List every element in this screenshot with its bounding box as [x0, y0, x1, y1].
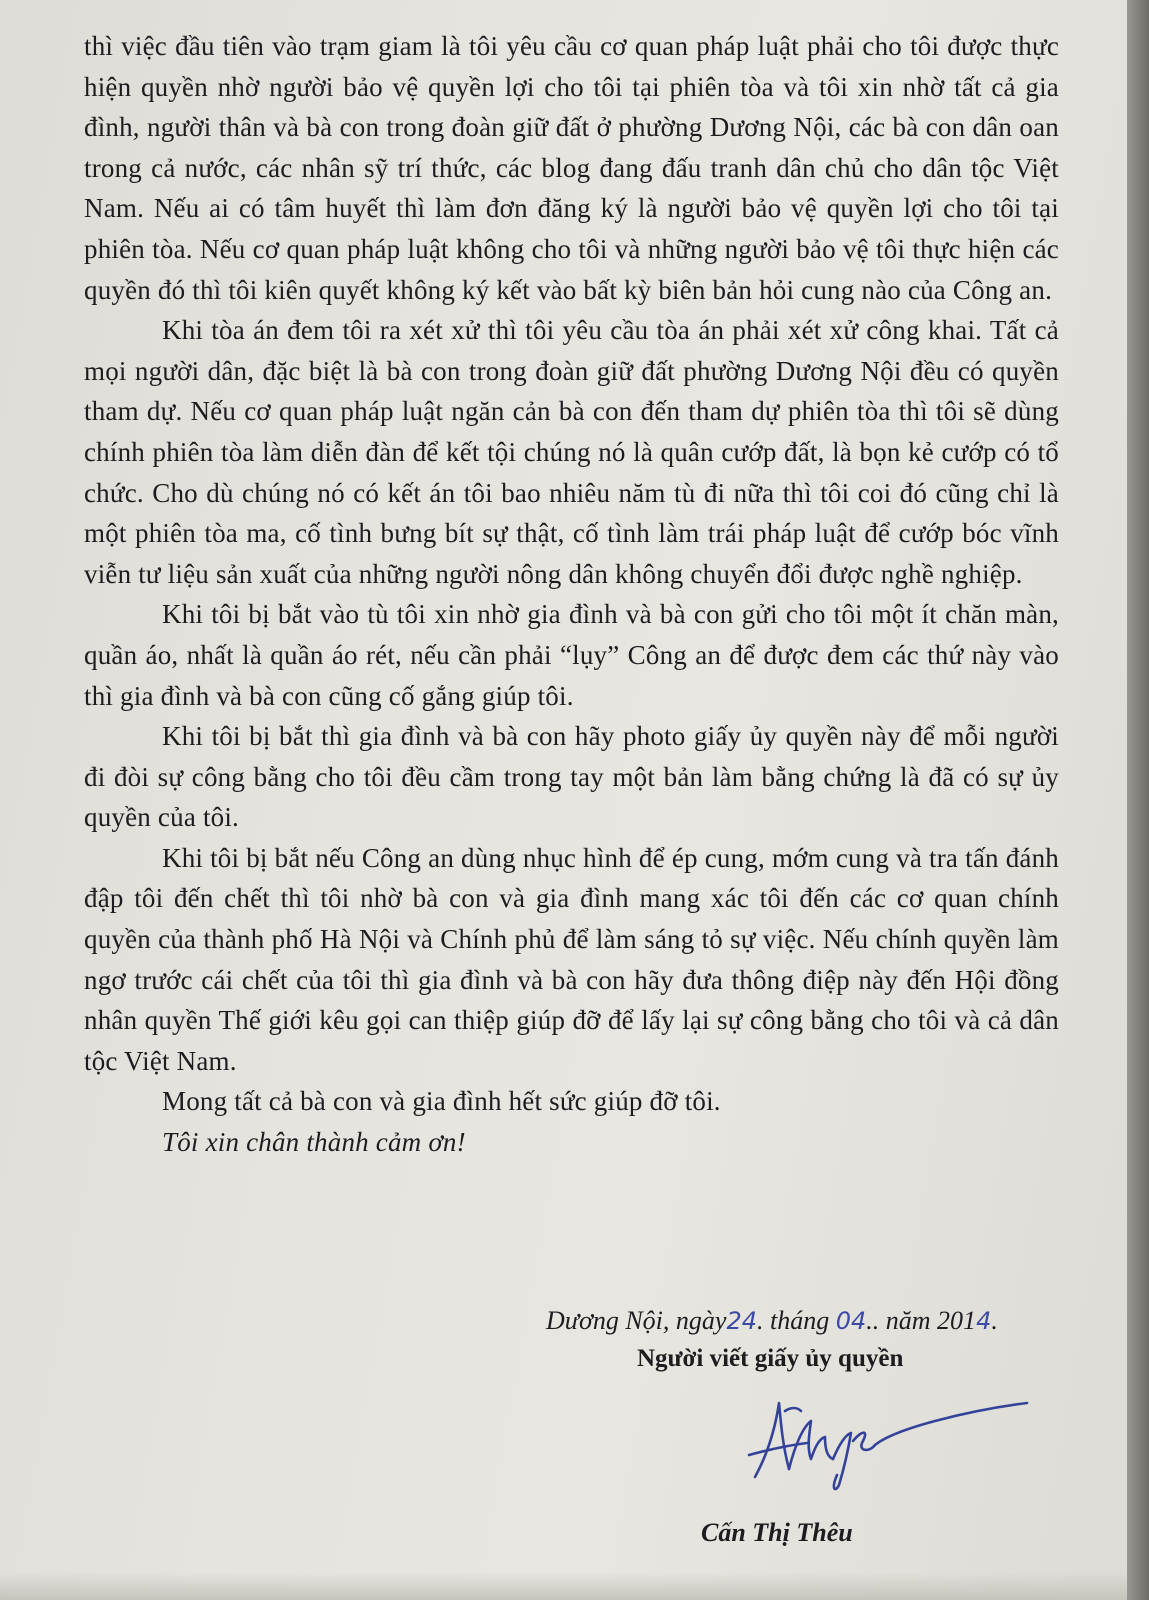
writer-title: Người viết giấy ủy quyền — [637, 1345, 904, 1372]
paragraph-trial-request: Khi tòa án đem tôi ra xét xử thì tôi yêu cầu tòa án phải xét xử công khai. Tất cả mọi người dân, đặc biệt là bà con trong đoàn giữ đất phường Dương Nội đều có quyền tham dự. Nếu cơ quan pháp luật ngăn cản bà con đến tham dự phiên tòa thì tôi sẽ dùng chính phiên tòa làm diễn đàn để kết tội chúng nó là quân cướp đất, là bọn kẻ cướp có tổ chức. Cho dù chúng nó có kết án tôi bao nhiêu năm tù đi nữa thì tôi coi đó cũng chỉ là một phiên tòa ma, cố tình bưng bít sự thật, cố tình làm trái pháp luật để cướp bóc vĩnh viễn tư liệu sản xuất của những người nông dân không chuyển đổi được nghề nghiệp. — [84, 315, 1059, 589]
date-prefix: Dương Nội, ngày — [546, 1306, 727, 1335]
date-month-label: . tháng — [757, 1306, 830, 1335]
handwritten-year-digit: 4 — [976, 1307, 992, 1335]
date-line — [546, 1306, 998, 1336]
paragraph-plea: Mong tất cả bà con và gia đình hết sức giúp đỡ tôi. — [162, 1086, 721, 1117]
handwritten-month: 04 — [835, 1307, 867, 1335]
page-edge-shadow — [1127, 0, 1149, 1600]
paragraph-photocopy-request: Khi tôi bị bắt thì gia đình và bà con hãy photo giấy ủy quyền này để mỗi người đi đòi sự công bằng cho tôi đều cầm trong tay một bản làm bằng chứng là đã có sự ủy quyền của tôi. — [84, 721, 1059, 833]
signer-name: Cấn Thị Thêu — [701, 1518, 853, 1547]
closing-thanks: Tôi xin chân thành cảm ơn! — [162, 1127, 466, 1158]
paragraph-supplies-request: Khi tôi bị bắt vào tù tôi xin nhờ gia đình và bà con gửi cho tôi một ít chăn màn, quần áo, nhất là quần áo rét, nếu cần phải “lụy” Công an để được đem các thứ này vào thì gia đình và bà con cũng cố gắng giúp tôi. — [84, 599, 1059, 711]
letter-body — [84, 26, 1059, 1163]
page-bottom-shadow — [0, 1572, 1127, 1600]
paragraph-torture-request: Khi tôi bị bắt nếu Công an dùng nhục hình để ép cung, mớm cung và tra tấn đánh đập tôi đến chết thì tôi nhờ bà con và gia đình mang xác tôi đến các cơ quan chính quyền của thành phố Hà Nội và Chính phủ để làm sáng tỏ sự việc. Nếu chính quyền làm ngơ trước cái chết của tôi thì gia đình và bà con hãy đưa thông điệp này đến Hội đồng nhân quyền Thế giới kêu gọi can thiệp giúp đỡ để lấy lại sự công bằng cho tôi và cả dân tộc Việt Nam. — [84, 842, 1059, 1076]
date-suffix: . — [991, 1306, 998, 1335]
date-year-label: .. năm 201 — [866, 1306, 977, 1335]
handwritten-signature — [745, 1385, 1035, 1495]
handwritten-day: 24 — [726, 1307, 757, 1335]
paragraph-continuation: thì việc đầu tiên vào trạm giam là tôi yêu cầu cơ quan pháp luật phải cho tôi được thực hiện quyền nhờ người bảo vệ quyền lợi cho tôi tại phiên tòa và tôi xin nhờ tất cả gia đình, người thân và bà con trong đoàn giữ đất ở phường Dương Nội, các bà con dân oan trong cả nước, các nhân sỹ trí thức, các blog đang đấu tranh dân chủ cho dân tộc Việt Nam. Nếu ai có tâm huyết thì làm đơn đăng ký là người bảo vệ quyền lợi cho tôi tại phiên tòa. Nếu cơ quan pháp luật không cho tôi và những người bảo vệ tôi thực hiện các quyền đó thì tôi kiên quyết không ký kết vào bất kỳ biên bản hỏi cung nào của Công an. — [84, 31, 1059, 305]
